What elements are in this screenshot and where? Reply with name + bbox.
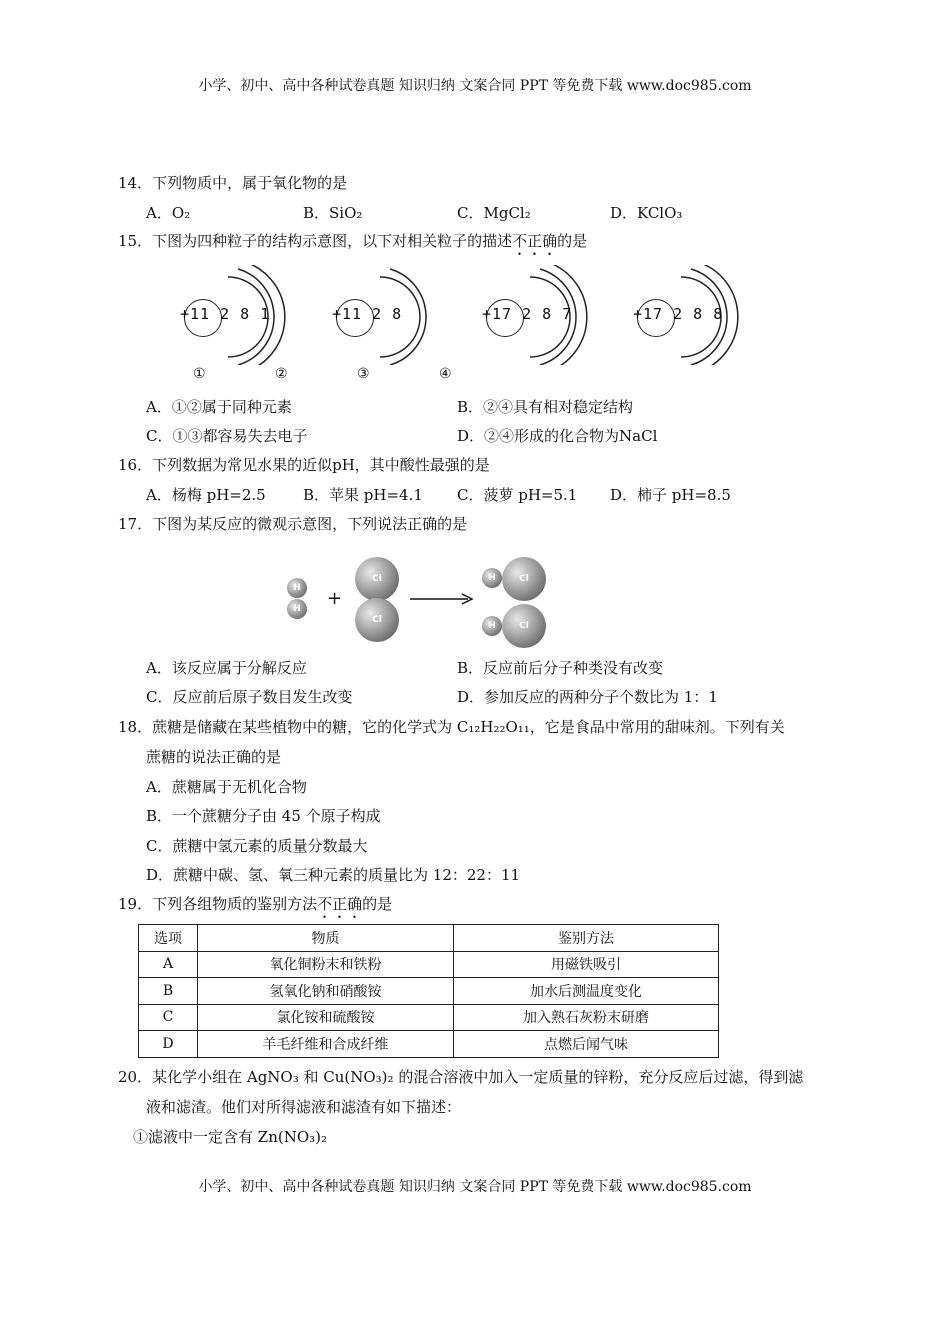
q16-option-d: D．柿子 pH=8.5 [610, 486, 731, 504]
q15-option-d: D．②④形成的化合物为NaCl [457, 427, 658, 445]
question-20-stem-line2: 液和滤渣。他们对所得滤液和滤渣有如下描述： [146, 1098, 462, 1116]
chlorine-atom-2: Cl [355, 598, 399, 642]
hydrogen-atom-1: H [287, 578, 307, 598]
header-substance: 物质 [198, 925, 454, 952]
header-method: 鉴别方法 [454, 925, 719, 952]
q18-option-c: C．蔗糖中氢元素的质量分数最大 [146, 837, 368, 855]
row-method: 加入熟石灰粉末研磨 [454, 1004, 719, 1031]
table-row [139, 1031, 719, 1058]
q16-option-b: B．苹果 pH=4.1 [303, 486, 423, 504]
q16-option-a: A．杨梅 pH=2.5 [146, 486, 266, 504]
row-substance: 氧化铜粉末和铁粉 [198, 951, 454, 978]
row-method: 点燃后闻气味 [454, 1031, 719, 1058]
q17-option-a: A．该反应属于分解反应 [146, 659, 307, 677]
q19-stem-emphasis: 不正确 [317, 895, 363, 913]
row-option: B [139, 978, 198, 1005]
question-20-item-1: ①滤液中一定含有 Zn(NO₃)₂ [133, 1128, 328, 1146]
row-substance: 氯化铵和硫酸铵 [198, 1004, 454, 1031]
q17-option-c: C．反应前后原子数目发生改变 [146, 688, 353, 706]
ion-2-label: +11 2 8 [332, 305, 403, 323]
question-15-stem [118, 230, 587, 259]
q14-option-c: C．MgCl₂ [457, 204, 531, 222]
q15-option-c: C．①③都容易失去电子 [146, 427, 308, 445]
table-row [139, 978, 719, 1005]
product-chlorine-atom-1: Cl [502, 557, 546, 601]
product-hydrogen-atom-1: H [482, 568, 502, 588]
ion-3-label: +17 2 8 7 [482, 305, 573, 323]
q18-option-d: D．蔗糖中碳、氢、氧三种元素的质量比为 12：22：11 [146, 866, 521, 884]
question-19-stem [118, 893, 392, 922]
reaction-arrow [410, 592, 474, 606]
q17-option-d: D．参加反应的两种分子个数比为 1：1 [457, 688, 718, 706]
product-hydrogen-atom-2: H [482, 616, 502, 636]
diagram-label-3: ③ [357, 366, 370, 382]
q14-option-a: A．O₂ [146, 204, 191, 222]
q15-option-b: B．②④具有相对稳定结构 [457, 398, 634, 416]
plus-sign: + [327, 588, 343, 609]
hydrogen-atom-2: H [287, 599, 307, 619]
diagram-label-1: ① [193, 366, 206, 382]
row-option: A [139, 951, 198, 978]
ion-1-label: +11 2 8 1 [180, 305, 271, 323]
header-option: 选项 [139, 925, 198, 952]
atom-structure-diagram-3 [482, 265, 612, 365]
question-16-stem: 16．下列数据为常见水果的近似pH，其中酸性最强的是 [118, 456, 490, 474]
ion-4-label: +17 2 8 8 [633, 305, 724, 323]
chlorine-atom-1: Cl [355, 557, 399, 601]
question-17-stem: 17．下图为某反应的微观示意图，下列说法正确的是 [118, 515, 468, 533]
page-header: 小学、初中、高中各种试卷真题 知识归纳 文案合同 PPT 等免费下载 www.doc985.com [198, 78, 752, 94]
row-substance: 羊毛纤维和合成纤维 [198, 1031, 454, 1058]
row-method: 用磁铁吸引 [454, 951, 719, 978]
q19-stem-post: 的是 [362, 895, 393, 913]
q14-option-b: B．SiO₂ [303, 204, 363, 222]
q17-option-b: B．反应前后分子种类没有改变 [457, 659, 664, 677]
question-20-stem-line1: 20．某化学小组在 AgNO₃ 和 Cu(NO₃)₂ 的混合溶液中加入一定质量的锌粉，充分反应后过滤，得到滤 [118, 1068, 804, 1086]
q14-option-d: D．KClO₃ [610, 204, 683, 222]
table-row [139, 951, 719, 978]
atom-structure-diagram-4 [633, 265, 763, 365]
table-header-row [139, 925, 719, 952]
q15-option-a: A．①②属于同种元素 [146, 398, 292, 416]
atom-structure-diagram-1 [180, 265, 310, 365]
question-18-stem-line2: 蔗糖的说法正确的是 [146, 748, 282, 766]
q18-option-a: A．蔗糖属于无机化合物 [146, 778, 307, 796]
question-14-stem: 14．下列物质中，属于氧化物的是 [118, 174, 348, 192]
row-substance: 氢氧化钠和硝酸铵 [198, 978, 454, 1005]
row-option: C [139, 1004, 198, 1031]
question-18-stem-line1: 18．蔗糖是储藏在某些植物中的糖，它的化学式为 C₁₂H₂₂O₁₁，它是食品中常用的甜味剂。下列有关 [118, 718, 785, 736]
product-chlorine-atom-2: Cl [502, 604, 546, 648]
diagram-label-4: ④ [439, 366, 452, 382]
q18-option-b: B．一个蔗糖分子由 45 个原子构成 [146, 807, 381, 825]
q16-option-c: C．菠萝 pH=5.1 [457, 486, 578, 504]
q15-stem-pre: 15．下图为四种粒子的结构示意图，以下对相关粒子的描述 [118, 232, 513, 250]
q19-stem-pre: 19．下列各组物质的鉴别方法 [118, 895, 318, 913]
q15-stem-post: 的是 [557, 232, 588, 250]
diagram-label-2: ② [275, 366, 288, 382]
q15-stem-emphasis: 不正确 [512, 232, 558, 250]
atom-structure-diagram-2 [332, 265, 462, 365]
page-footer: 小学、初中、高中各种试卷真题 知识归纳 文案合同 PPT 等免费下载 www.doc985.com [198, 1179, 752, 1195]
row-option: D [139, 1031, 198, 1058]
row-method: 加水后测温度变化 [454, 978, 719, 1005]
identification-methods-table [138, 924, 719, 1058]
table-row [139, 1004, 719, 1031]
